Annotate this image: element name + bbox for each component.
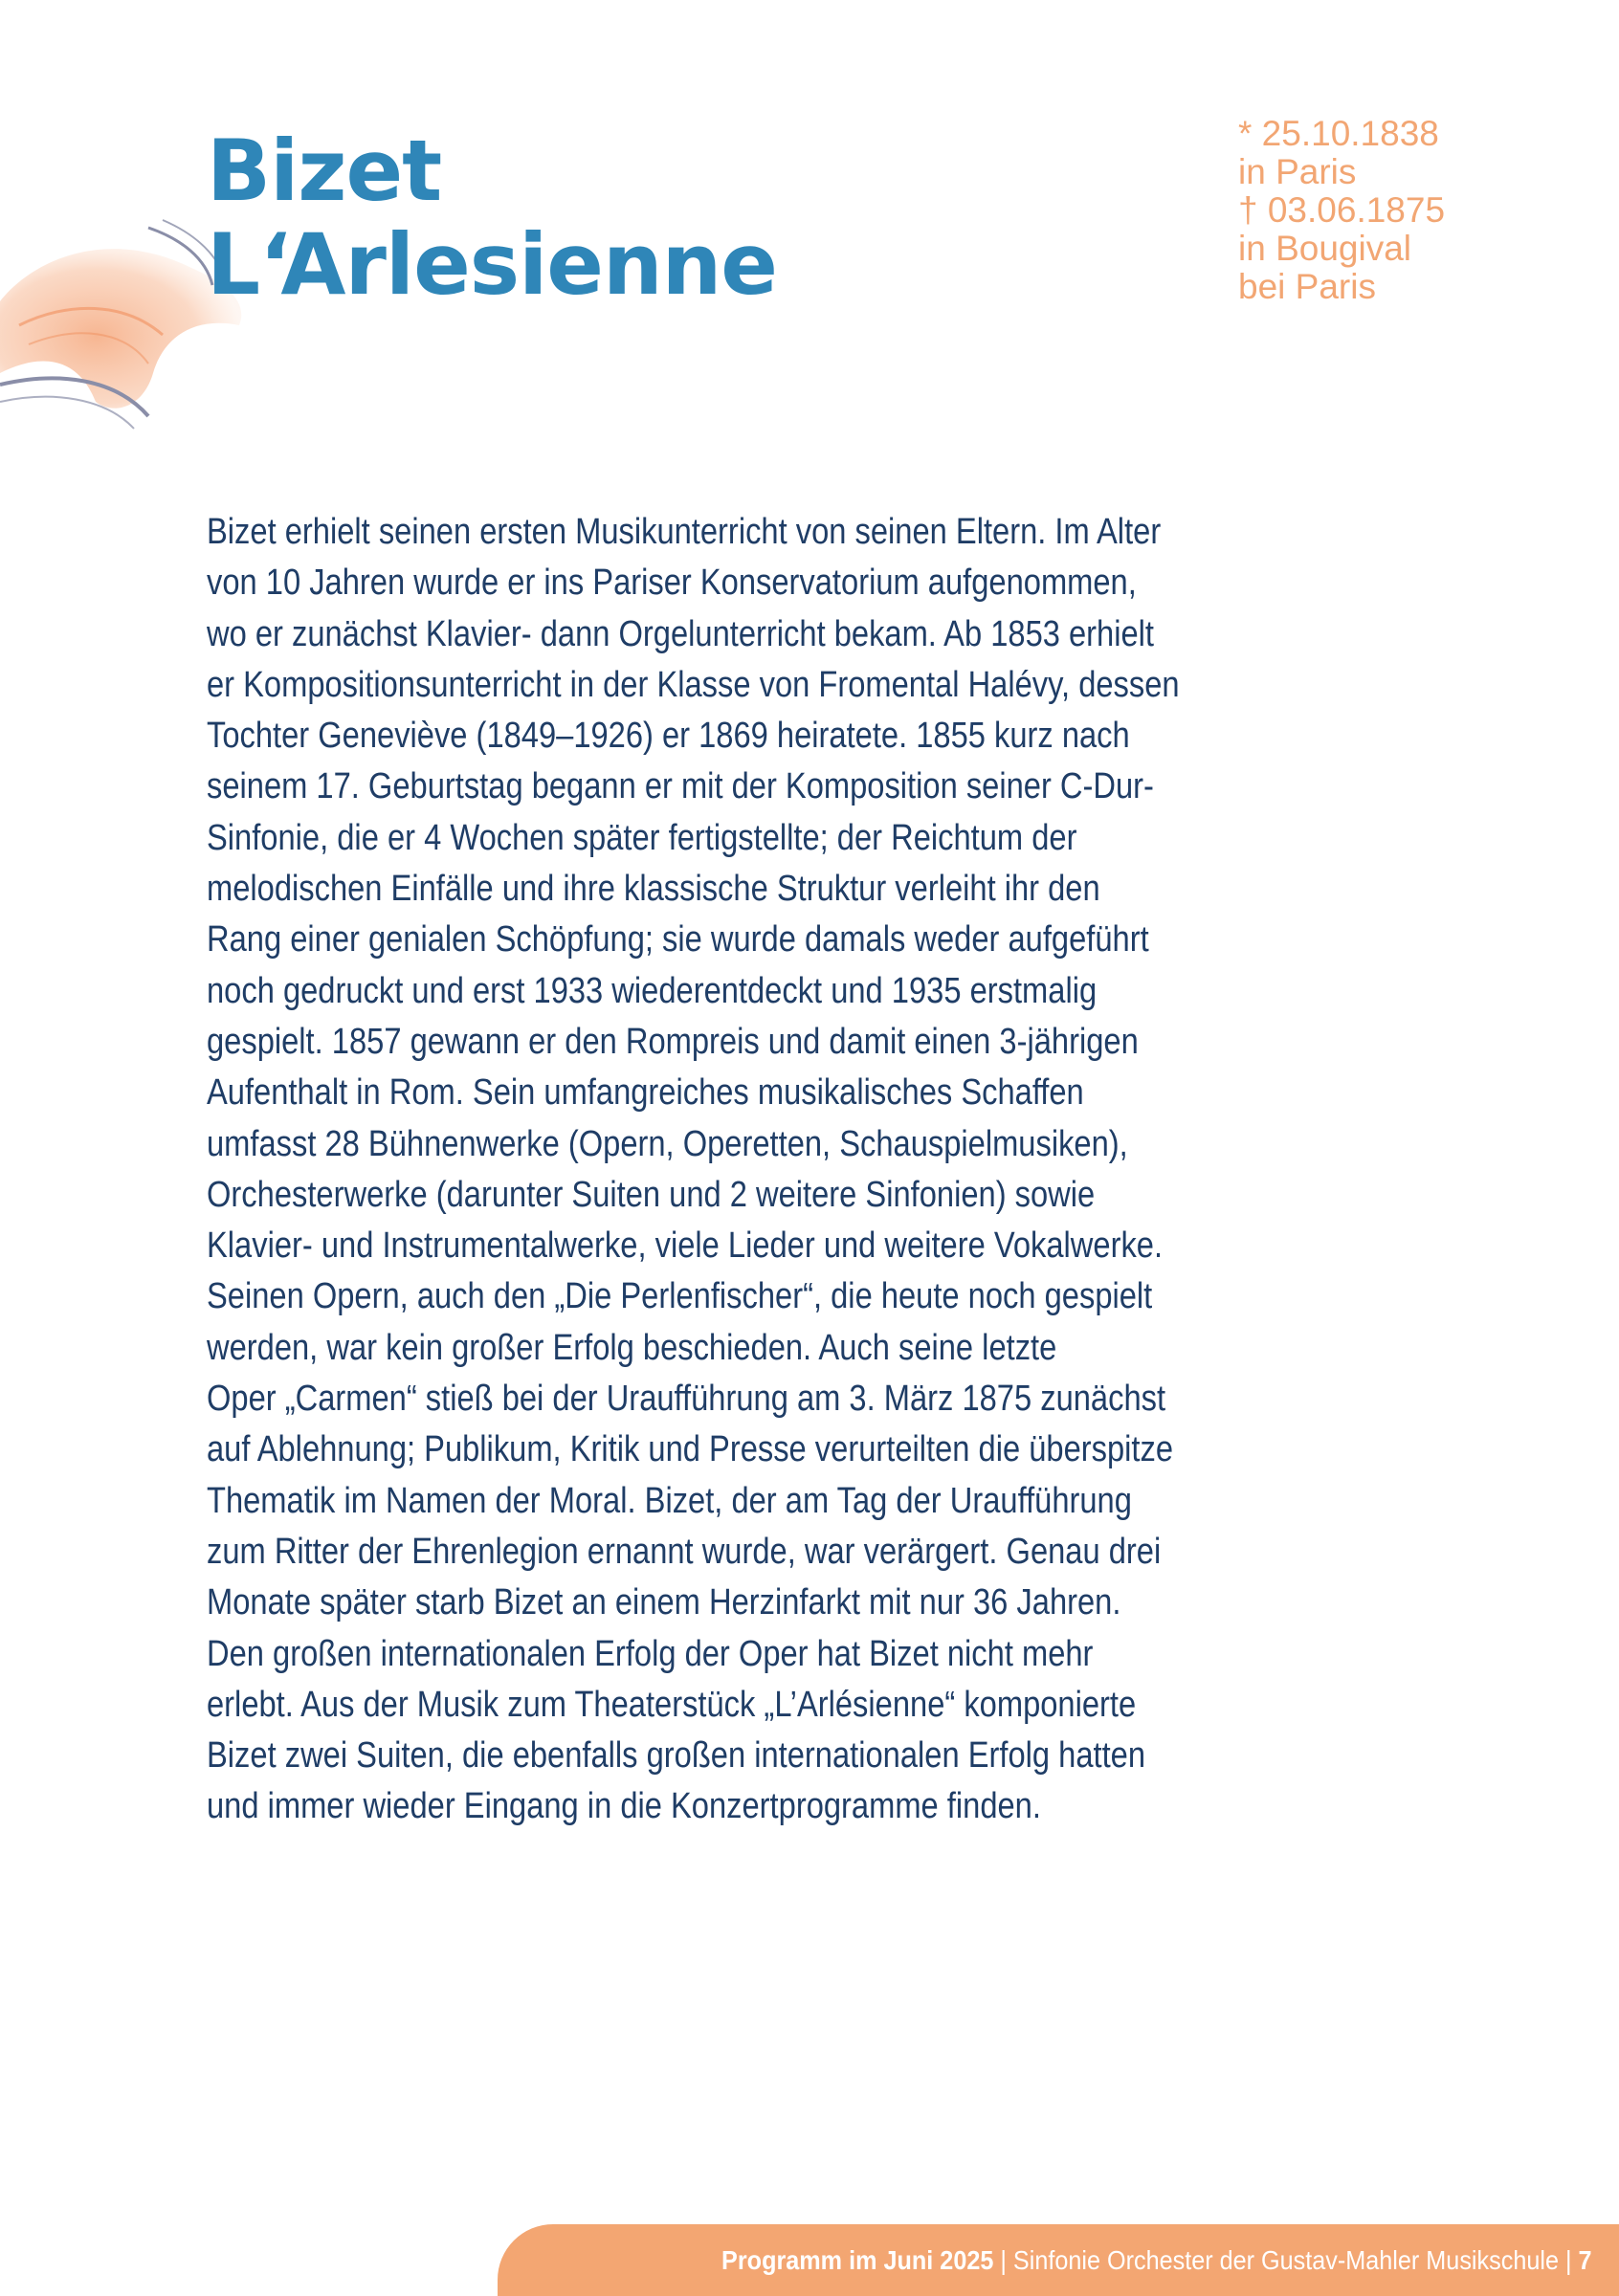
title-work: L‘Arlesienne (207, 215, 777, 314)
text-line: von 10 Jahren wurde er ins Pariser Konservatorium aufgenommen, (207, 563, 1137, 604)
text-line: und immer wieder Eingang in die Konzertprogramme finden. (207, 1786, 1041, 1827)
text-line: melodischen Einfälle und ihre klassische Struktur verleiht ihr den (207, 869, 1100, 910)
birth-place: in Paris (1238, 152, 1357, 191)
text-line: Oper „Carmen“ stieß bei der Uraufführung am 3. März 1875 zunächst (207, 1379, 1166, 1420)
text-line: zum Ritter der Ehrenlegion ernannt wurde, war verärgert. Genau drei (207, 1531, 1162, 1572)
text-line: Bizet erhielt seinen ersten Musikunterricht von seinen Eltern. Im Alter (207, 512, 1162, 552)
text-line: auf Ablehnung; Publikum, Kritik und Presse verurteilten die überspitze (207, 1429, 1174, 1470)
text-line: Bizet zwei Suiten, die ebenfalls großen internationalen Erfolg hatten (207, 1735, 1146, 1777)
text-line: Aufenthalt in Rom. Sein umfangreiches musikalisches Schaffen (207, 1072, 1084, 1114)
footer-program: Programm im Juni 2025 (721, 2245, 994, 2275)
death-date: † 03.06.1875 (1238, 190, 1446, 230)
footer-content (722, 2245, 1592, 2276)
life-dates (1238, 115, 1445, 306)
text-line: wo er zunächst Klavier- dann Orgelunterricht bekam. Ab 1853 erhielt (207, 613, 1155, 654)
text-line: Den großen internationalen Erfolg der Oper hat Bizet nicht mehr (207, 1633, 1094, 1674)
page-title (207, 121, 777, 314)
text-line: noch gedruckt und erst 1933 wiederentdeckt und 1935 erstmalig (207, 970, 1098, 1011)
text-line: Monate später starb Bizet an einem Herzinfarkt mit nur 36 Jahren. (207, 1582, 1121, 1623)
birth-date: * 25.10.1838 (1238, 114, 1439, 153)
text-line: werden, war kein großer Erfolg beschieden. Auch seine letzte (207, 1327, 1057, 1368)
footer-separator: | (993, 2245, 1014, 2275)
text-line: Seinen Opern, auch den „Die Perlenfischer“, die heute noch gespielt (207, 1276, 1153, 1317)
text-line: Thematik im Namen der Moral. Bizet, der am Tag der Uraufführung (207, 1480, 1132, 1521)
title-composer: Bizet (207, 121, 442, 220)
text-line: Sinfonie, die er 4 Wochen später fertigstellte; der Reichtum der (207, 817, 1077, 858)
text-line: er Kompositionsunterricht in der Klasse von Fromental Halévy, dessen (207, 664, 1180, 705)
biography-text (207, 507, 1451, 1833)
text-line: Rang einer genialen Schöpfung; sie wurde damals weder aufgeführt (207, 919, 1149, 960)
text-line: erlebt. Aus der Musik zum Theaterstück „L’Arlésienne“ komponierte (207, 1684, 1137, 1725)
text-line: seinem 17. Geburtstag begann er mit der Komposition seiner C-Dur- (207, 766, 1154, 807)
text-line: umfasst 28 Bühnenwerke (Opern, Operetten, Schauspielmusiken), (207, 1123, 1128, 1164)
footer-separator: | (1559, 2245, 1579, 2275)
footer-orchestra: Sinfonie Orchester der Gustav-Mahler Musikschule (1013, 2245, 1560, 2275)
text-line: Tochter Geneviève (1849–1926) er 1869 heiratete. 1855 kurz nach (207, 716, 1130, 757)
death-place: in Bougival (1238, 229, 1412, 268)
page-footer (498, 2224, 1619, 2296)
death-place-region: bei Paris (1238, 267, 1376, 306)
text-line: gespielt. 1857 gewann er den Rompreis und damit einen 3-jährigen (207, 1021, 1139, 1062)
page-number: 7 (1578, 2245, 1592, 2275)
text-line: Orchesterwerke (darunter Suiten und 2 weitere Sinfonien) sowie (207, 1174, 1096, 1215)
text-line: Klavier- und Instrumentalwerke, viele Lieder und weitere Vokalwerke. (207, 1225, 1164, 1267)
